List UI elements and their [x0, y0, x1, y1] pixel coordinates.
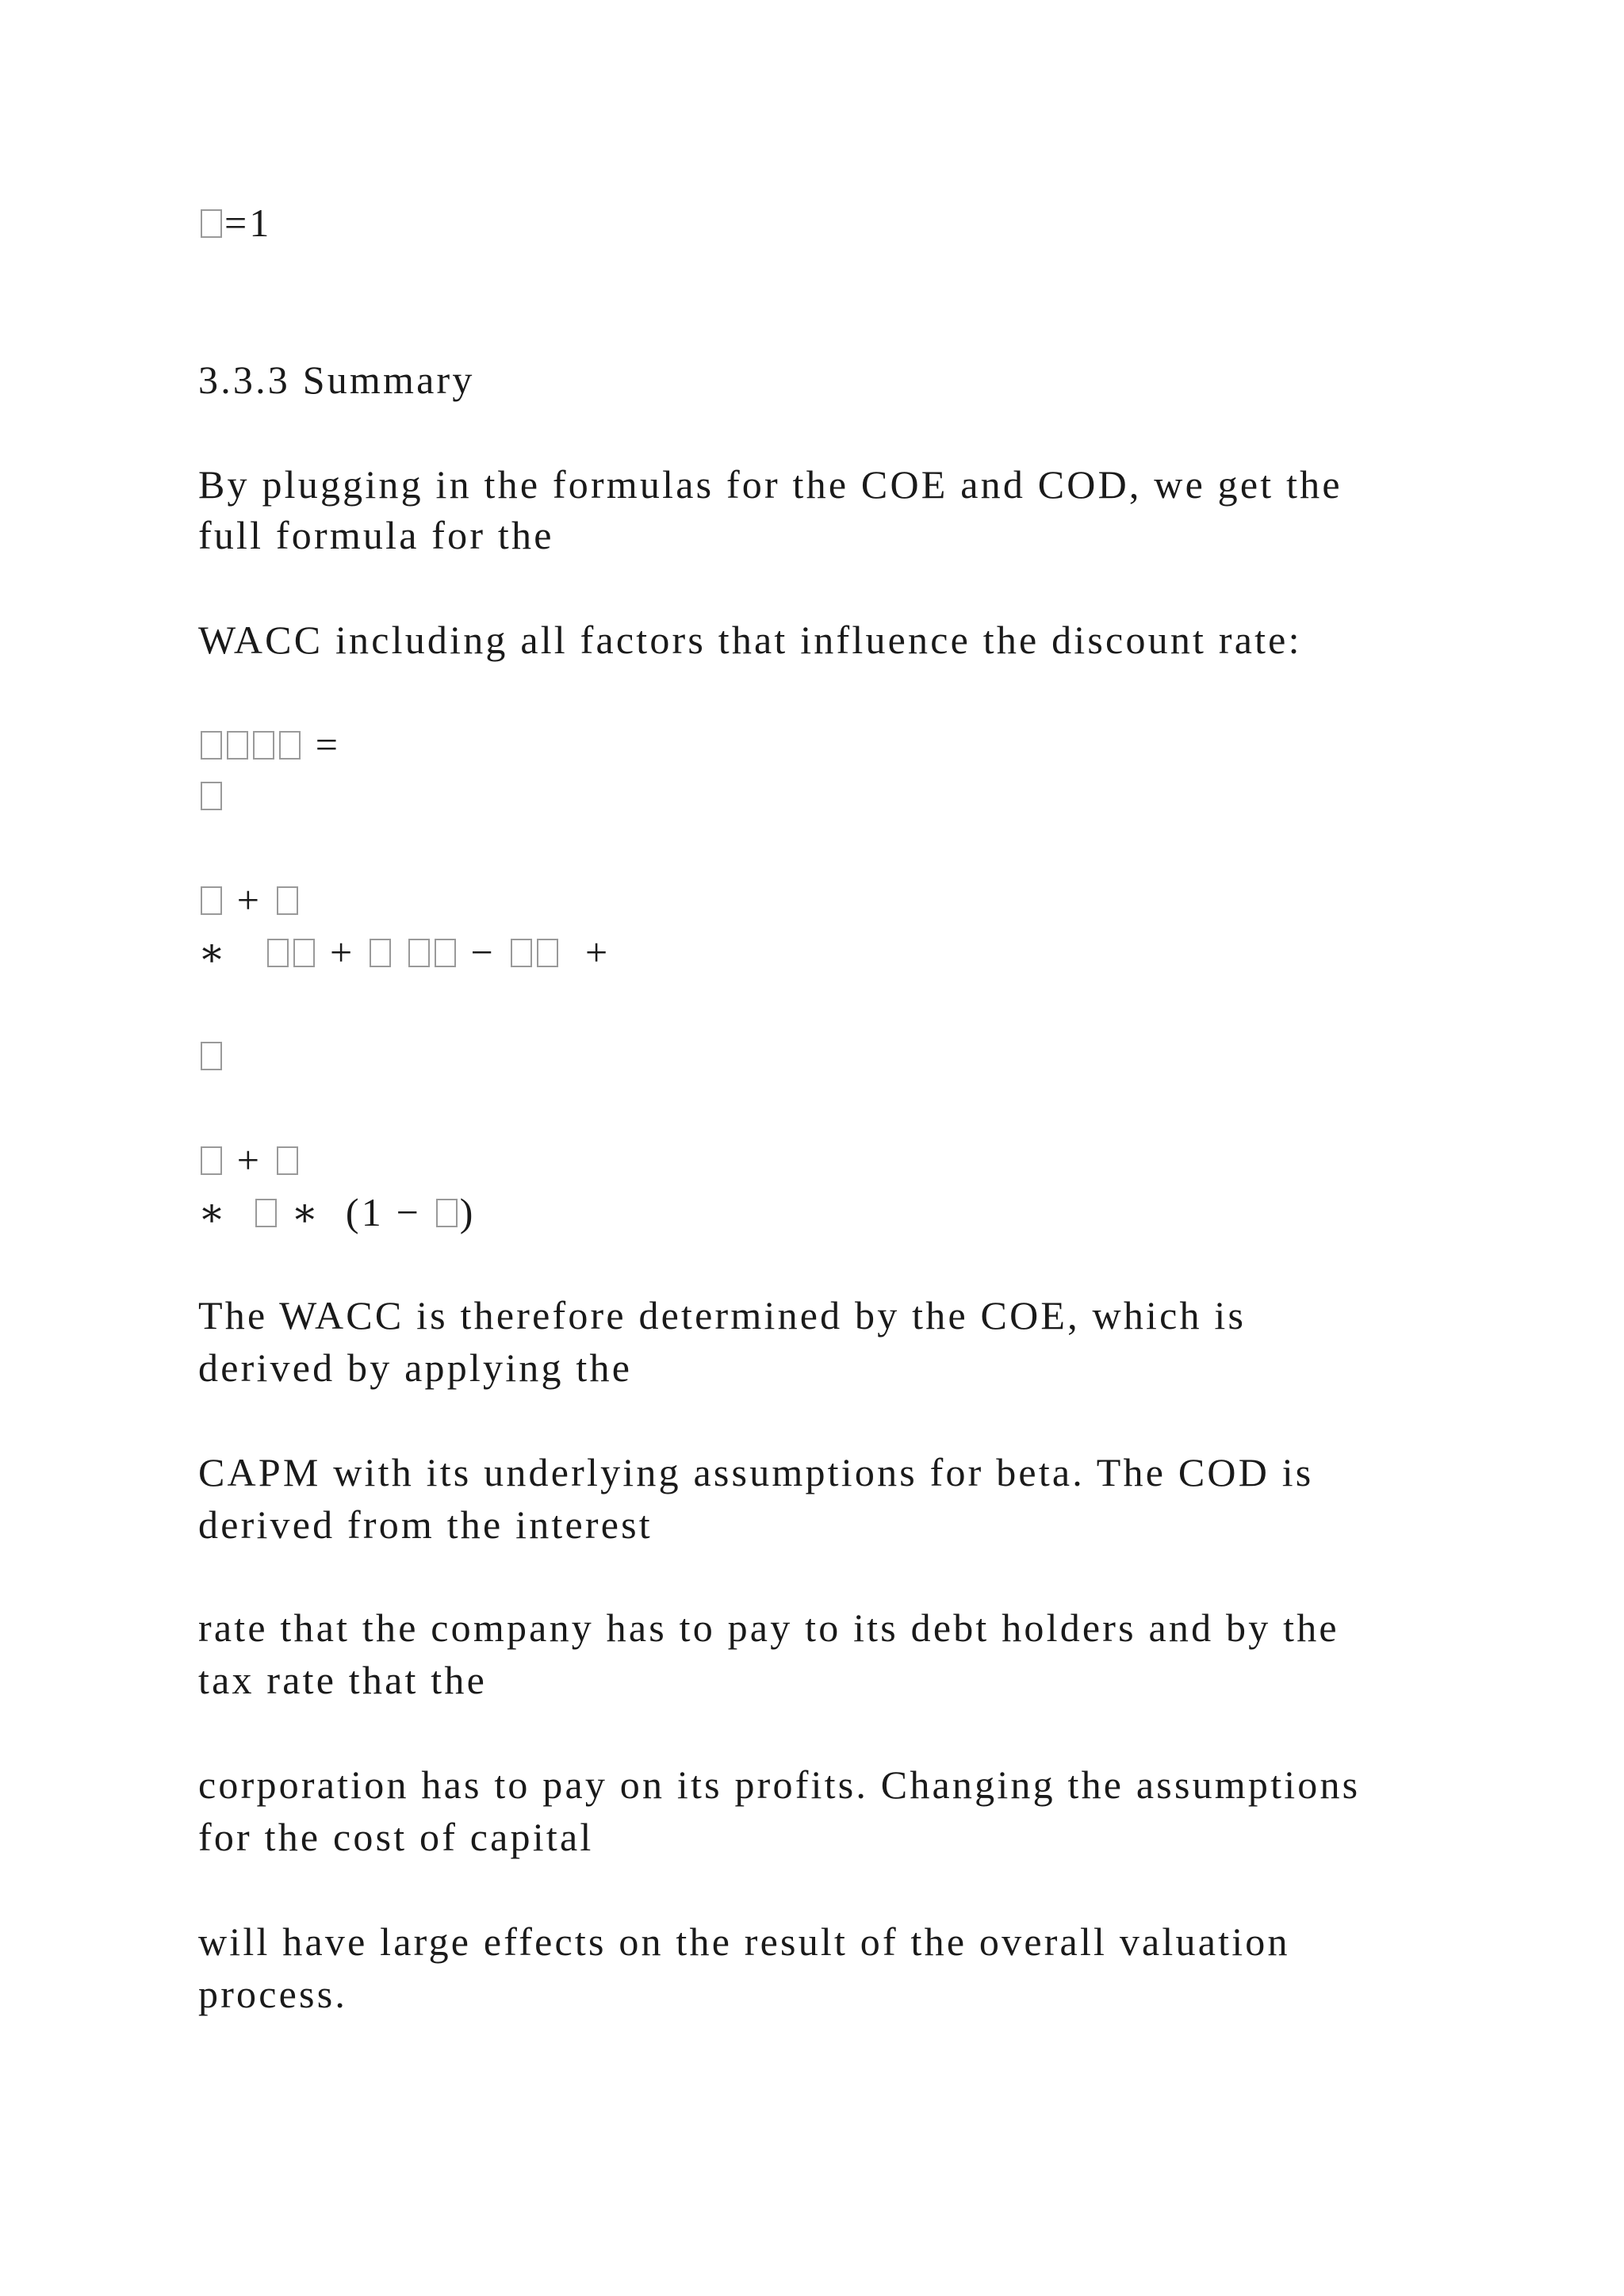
- paragraph-line: process.: [198, 1972, 348, 2016]
- paragraph-line: tax rate that the: [198, 1658, 487, 1702]
- equation-text: +: [330, 930, 355, 974]
- equation-text: +: [236, 878, 262, 922]
- equation-line-2: [198, 718, 340, 771]
- equation-text: −: [470, 930, 496, 974]
- missing-glyph-icon: [293, 939, 315, 967]
- missing-glyph-icon: [279, 731, 301, 760]
- equation-text: =1: [224, 201, 272, 245]
- missing-glyph-icon: [201, 731, 222, 760]
- equation-line-1: [198, 197, 272, 249]
- missing-glyph-icon: [511, 939, 532, 967]
- paragraph-line: By plugging in the formulas for the COE and COD, we get the: [198, 462, 1342, 507]
- missing-glyph-icon: [435, 939, 456, 967]
- equation-line-3: [198, 874, 301, 926]
- equation-line-4: [198, 926, 610, 978]
- equation-text: +: [236, 1138, 262, 1182]
- equation-text: ∗: [198, 1190, 228, 1234]
- equation-text: ): [459, 1190, 476, 1234]
- missing-glyph-icon: [537, 939, 558, 967]
- missing-glyph-icon: [436, 1199, 458, 1227]
- equation-text: +: [585, 930, 611, 974]
- paragraph-line: rate that the company has to pay to its debt holders and by the: [198, 1605, 1339, 1650]
- paragraph-line: full formula for the: [198, 513, 554, 557]
- equation-text: ∗: [291, 1190, 321, 1234]
- missing-glyph-icon: [267, 939, 289, 967]
- missing-glyph-icon: [227, 731, 248, 760]
- missing-glyph-icon: [201, 209, 222, 238]
- missing-glyph-icon: [201, 886, 222, 915]
- missing-glyph-icon: [277, 1146, 298, 1175]
- equation-line-5: [198, 1134, 301, 1186]
- missing-glyph-icon: [277, 886, 298, 915]
- paragraph-line: The WACC is therefore determined by the COE, which is: [198, 1293, 1247, 1337]
- paragraph-line: corporation has to pay on its profits. Changing the assumptions: [198, 1762, 1361, 1807]
- equation-line-6: [198, 1186, 476, 1238]
- equation-text: =: [315, 722, 341, 767]
- missing-glyph-icon: [201, 1146, 222, 1175]
- equation-text: ∗: [198, 930, 228, 974]
- missing-glyph-icon: [253, 731, 274, 760]
- paragraph-line: for the cost of capital: [198, 1815, 594, 1859]
- paragraph-line: CAPM with its underlying assumptions for beta. The COD is: [198, 1450, 1314, 1494]
- paragraph-line: derived from the interest: [198, 1502, 653, 1547]
- missing-glyph-icon: [255, 1199, 277, 1227]
- missing-glyph-icon: [201, 1042, 222, 1070]
- missing-glyph-icon: [201, 782, 222, 810]
- missing-glyph-icon: [408, 939, 430, 967]
- paragraph-line: derived by applying the: [198, 1345, 633, 1390]
- missing-glyph-icon: [370, 939, 391, 967]
- paragraph-line: will have large effects on the result of the overall valuation: [198, 1919, 1290, 1964]
- equation-line-2b: [198, 769, 224, 821]
- equation-line-4b: [198, 1029, 224, 1081]
- section-heading: 3.3.3 Summary: [198, 358, 475, 402]
- equation-text: (1 −: [345, 1190, 422, 1234]
- paragraph-line: WACC including all factors that influence the discount rate:: [198, 618, 1302, 662]
